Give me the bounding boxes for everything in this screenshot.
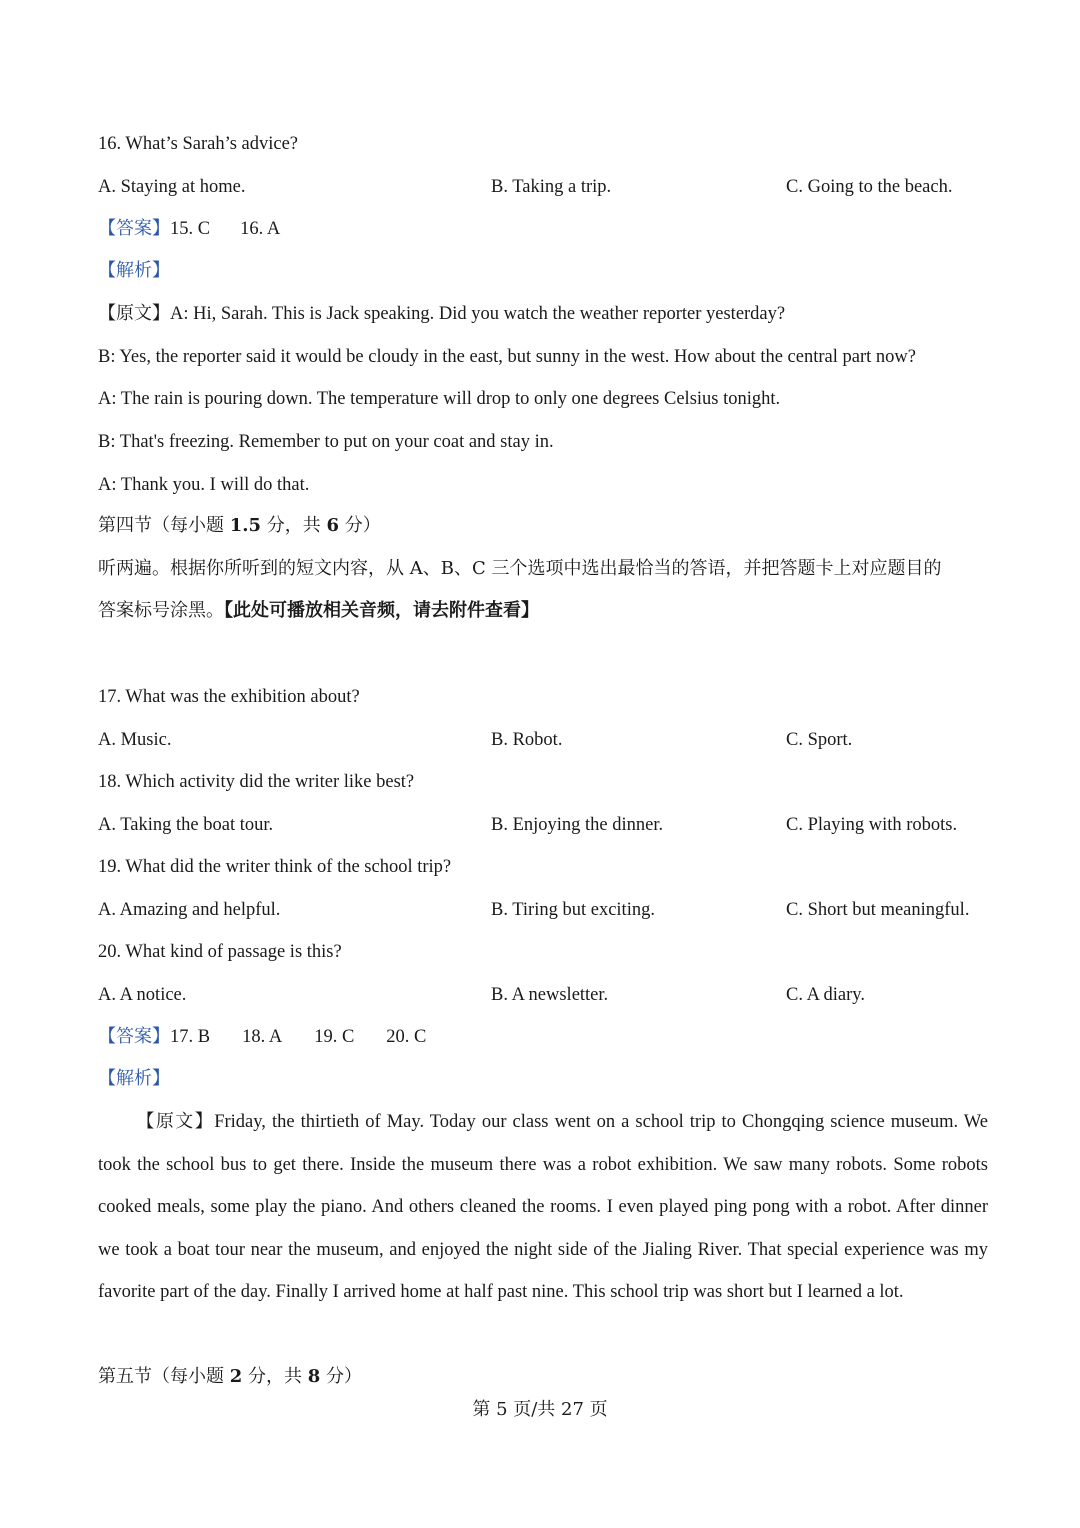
transcript-1-line-4: B: That's freezing. Remember to put on your coat and stay in. [98,432,554,452]
analysis-block-1 [98,259,170,283]
transcript-tag: 【原文】 [135,1111,215,1132]
option-b: B. Enjoying the dinner. [491,815,664,835]
question-18-options [98,813,988,837]
question-19: 19. What did the writer think of the school trip? [98,857,452,877]
section-title-text: 分，共 [242,1366,308,1387]
option-a: A. Amazing and helpful. [98,900,281,920]
option-b: B. Tiring but exciting. [491,900,655,920]
section-4-title [98,514,381,538]
question-18: 18. Which activity did the writer like best? [98,772,415,792]
section-title-text: 分） [320,1366,362,1387]
section-title-text: 第四节（每小题 [98,515,230,536]
section-title-text: 第五节（每小题 [98,1366,230,1387]
instruction-text: 答案标号涂黑。 [98,600,224,621]
option-b: B. A newsletter. [491,985,609,1005]
section-points: 1.5 [229,515,262,536]
section-points: 2 [229,1366,243,1387]
dialogue-line: A: Hi, Sarah. This is Jack speaking. Did you watch the weather reporter yesterday? [170,304,786,324]
answer-block-2 [98,1025,426,1049]
question-17-options [98,728,988,752]
section-4-instruction-line-2 [98,599,539,623]
page-number: 第 5 页/共 27 页 [472,1399,608,1420]
section-total: 8 [307,1366,321,1387]
question-19-options [98,898,988,922]
option-c: C. Sport. [786,730,853,750]
question-16-options [98,175,988,199]
answer-block-1 [98,217,280,241]
option-c: C. Short but meaningful. [786,900,970,920]
answer-item: 16. A [240,219,281,239]
answer-item: 20. C [386,1027,427,1047]
transcript-1-line-1 [98,302,785,326]
section-total: 6 [326,515,340,536]
transcript-2-paragraph [98,1101,988,1314]
answer-item: 17. B [170,1027,211,1047]
analysis-tag: 【解析】 [98,260,170,281]
transcript-1-line-2: B: Yes, the reporter said it would be cloudy in the east, but sunny in the west. How about the central part now? [98,347,916,367]
option-c: C. Playing with robots. [786,815,958,835]
section-title-text: 分） [339,515,381,536]
question-20-options [98,983,988,1007]
answer-item: 15. C [170,219,211,239]
transcript-1-line-5: A: Thank you. I will do that. [98,475,310,495]
question-17: 17. What was the exhibition about? [98,687,360,707]
option-a: A. Taking the boat tour. [98,815,274,835]
option-a: A. Staying at home. [98,177,246,197]
option-a: A. A notice. [98,985,187,1005]
answer-tag: 【答案】 [98,218,170,239]
section-5-title [98,1365,362,1389]
option-b: B. Robot. [491,730,563,750]
transcript-tag: 【原文】 [98,303,170,324]
answer-tag: 【答案】 [98,1026,170,1047]
question-20: 20. What kind of passage is this? [98,942,342,962]
analysis-block-2 [98,1067,170,1091]
section-title-text: 分，共 [261,515,327,536]
analysis-tag: 【解析】 [98,1068,170,1089]
audio-note: 【此处可播放相关音频，请去附件查看】 [224,600,539,621]
question-16: 16. What’s Sarah’s advice? [98,134,299,154]
option-a: A. Music. [98,730,172,750]
answer-item: 19. C [314,1027,355,1047]
transcript-text: Friday, the thirtieth of May. Today our class went on a school trip to Chongqing science museum. We took the school bus to get there. Inside the museum there was a robot exhibition. We saw many robots. Some robots cooked meals, some play the piano. And others cleaned the rooms. I even played ping pong with a robot. After dinner we took a boat tour near the museum, and enjoyed the night side of the Jialing River. That special experience was my favorite part of the day. Finally I arrived home at half past nine. This school trip was short but I learned a lot. [98,1112,989,1303]
option-c: C. Going to the beach. [786,177,953,197]
section-4-instruction-line-1: 听两遍。根据你所听到的短文内容，从 A、B、C 三个选项中选出最恰当的答语，并把答题卡上对应题目的 [98,558,942,579]
option-b: B. Taking a trip. [491,177,612,197]
answer-item: 18. A [242,1027,283,1047]
transcript-1-line-3: A: The rain is pouring down. The temperature will drop to only one degrees Celsius tonight. [98,389,781,409]
option-c: C. A diary. [786,985,865,1005]
